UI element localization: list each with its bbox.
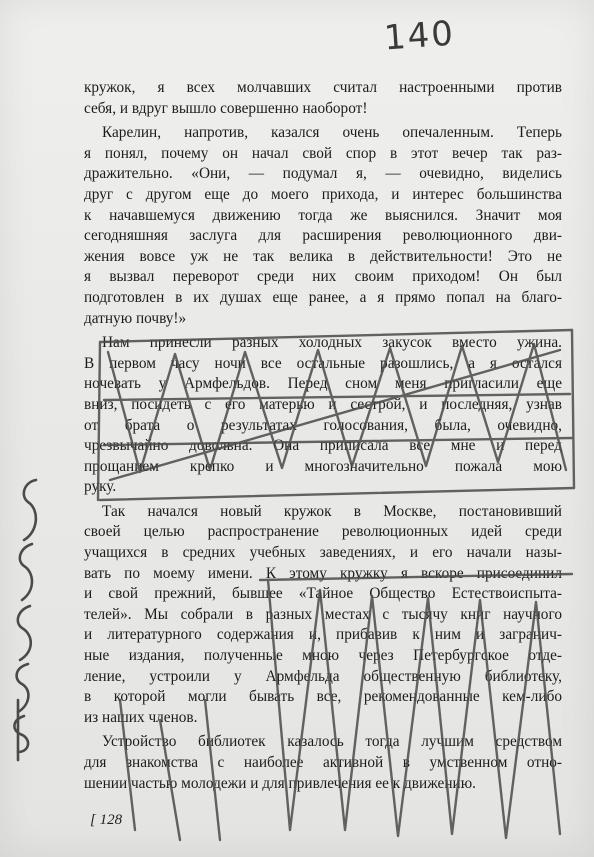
text-line: чрезвычайно довольна. Она приписала все мне и перед	[84, 437, 562, 455]
text-line: для знакомства с наиболее активной в умственном отно-	[84, 754, 562, 771]
text-line: себя, и вдруг вышло совершенно наоборот!	[84, 99, 368, 117]
text-line: дражительно. «Они, — подумал я, — очевидно, виделись	[84, 165, 562, 183]
paragraph-4	[84, 502, 562, 729]
text-line: кружок, я всех молчавших считал настроенными против	[84, 79, 562, 96]
text-line: Так начался новый кружок в Москве, постановивший	[102, 502, 562, 520]
text-line: ночевать у Армфельдов. Перед сном меня пригласили еще	[84, 375, 562, 393]
text-line: шении частью молодежи и для привлечения ее к движению.	[84, 774, 476, 792]
text-line: В первом часу ночи все остальные разошлись, а я остался	[84, 354, 562, 372]
text-line: подготовлен в их душах еще ранее, а я прямо попал на благо-	[84, 288, 562, 306]
handwritten-page-number: 140	[382, 13, 457, 59]
text-line: сегодняшняя заслуга для расширения революционного дви-	[84, 227, 562, 245]
margin-handwriting	[14, 480, 36, 760]
text-line: Карелин, напротив, казался очень опечаленным. Теперь	[102, 124, 562, 142]
paragraph-2	[84, 123, 562, 329]
text-line: к начавшемуся движению тогда же выяснился. Значит моя	[84, 206, 562, 224]
paragraph-5	[84, 732, 562, 794]
text-line: Устройство библиотек казалось тогда лучшим средством	[102, 733, 562, 751]
paragraph-1	[84, 78, 562, 119]
text-line: ление, устроили у Армфельда общественную библиотеку,	[84, 667, 562, 685]
text-line: и свой прежний, бывшее «Тайное Общество Естествоиспыта-	[84, 585, 562, 603]
text-line: прощанием крепко и многозначительно пожала мою	[84, 457, 562, 475]
text-line: ные издания, полученные мною через Петербургское отде-	[84, 647, 562, 665]
text-line: в которой могли бывать все, рекомендованные кем-либо	[84, 688, 562, 706]
paragraph-3-crossed-out	[84, 333, 562, 498]
text-line: я вызвал переворот среди них своим приходом! Он был	[84, 268, 562, 286]
text-line: телей». Мы собрали в разных местах с тысячу книг научного	[84, 605, 562, 623]
text-line: от брата о результатах голосования, была, очевидно,	[84, 416, 562, 434]
crossout-box-right	[572, 330, 574, 488]
text-line: руку.	[84, 478, 117, 496]
text-line: Нам принесли разных холодных закусок вместо ужина.	[102, 334, 562, 352]
body-text	[84, 78, 562, 798]
text-line: учащихся в средних учебных заведениях, и его начали назы-	[84, 544, 562, 562]
text-line: вниз, посидеть с его матерью и сестрой, и последняя, узнав	[84, 395, 562, 413]
text-line: из наших членов.	[84, 708, 198, 726]
text-line: жения вовсе уж не так велика в действительности! Это не	[84, 247, 562, 265]
text-line: я понял, почему он начал свой спор в этот вечер так раз-	[84, 144, 562, 162]
text-line: вать по моему имени. К этому кружку я вскоре присоединил	[84, 564, 562, 582]
text-line: своей целью распространение революционных идей среди	[84, 523, 562, 541]
printed-page-number: [ 128	[90, 812, 123, 828]
text-line: датную почву!»	[84, 309, 187, 327]
text-line: и литературного содержания и, прибавив к ним и загранич-	[84, 626, 562, 644]
text-line: друг с другом еще до моего прихода, и интерес большинства	[84, 185, 562, 203]
